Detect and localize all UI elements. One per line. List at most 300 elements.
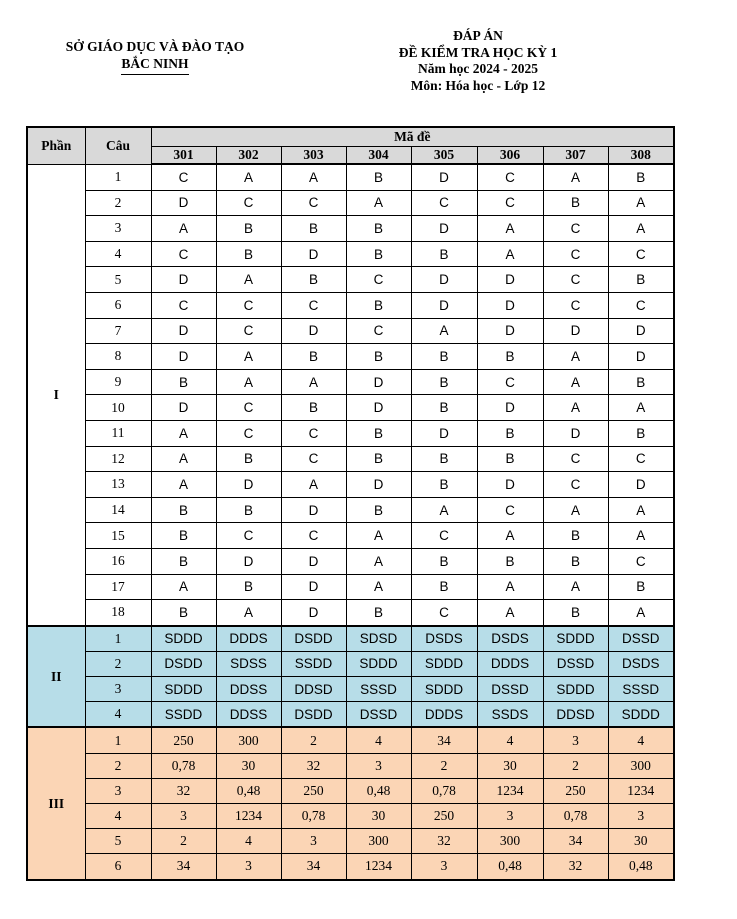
table-row (27, 497, 674, 523)
answer-cell: B (346, 292, 411, 318)
answer-cell: C (216, 395, 281, 421)
answer-cell: 34 (411, 727, 477, 753)
answer-cell: DDSD (543, 702, 608, 728)
answer-table (26, 126, 675, 881)
answer-cell: B (281, 216, 346, 242)
answer-cell: A (151, 216, 216, 242)
answer-cell: B (608, 267, 674, 293)
table-row (27, 446, 674, 472)
answer-cell: SDDD (543, 626, 608, 652)
answer-cell: C (608, 548, 674, 574)
table-row (27, 626, 674, 652)
answer-cell: B (411, 241, 477, 267)
answer-cell: C (411, 523, 477, 549)
table-row (27, 574, 674, 600)
answer-cell: D (477, 318, 543, 344)
answer-cell: 250 (281, 778, 346, 803)
question-number: 13 (85, 472, 151, 498)
answer-cell: SDDD (411, 651, 477, 676)
answer-cell: A (477, 241, 543, 267)
answer-cell: 0,48 (346, 778, 411, 803)
answer-cell: A (346, 574, 411, 600)
answer-cell: DSDS (608, 651, 674, 676)
answer-cell: B (346, 164, 411, 190)
answer-cell: SDDD (346, 651, 411, 676)
table-row (27, 472, 674, 498)
answer-cell: D (281, 600, 346, 626)
exam-code-header: 306 (477, 147, 543, 165)
table-row (27, 164, 674, 190)
answer-cell: 300 (608, 753, 674, 778)
answer-cell: B (543, 190, 608, 216)
answer-cell: 0,78 (281, 804, 346, 829)
answer-cell: 32 (411, 829, 477, 854)
answer-cell: D (411, 267, 477, 293)
answer-cell: D (346, 395, 411, 421)
question-number: 2 (85, 651, 151, 676)
answer-cell: D (608, 472, 674, 498)
answer-cell: A (281, 164, 346, 190)
answer-cell: 4 (346, 727, 411, 753)
answer-cell: D (151, 395, 216, 421)
answer-cell: DDSD (281, 677, 346, 702)
answer-cell: A (411, 318, 477, 344)
answer-cell: 0,78 (151, 753, 216, 778)
answer-cell: B (477, 446, 543, 472)
part-label: II (27, 626, 85, 728)
table-row (27, 753, 674, 778)
answer-cell: D (411, 164, 477, 190)
answer-cell: C (281, 420, 346, 446)
answer-cell: B (608, 420, 674, 446)
question-number: 16 (85, 548, 151, 574)
answer-cell: A (346, 523, 411, 549)
answer-cell: 3 (151, 804, 216, 829)
table-row (27, 548, 674, 574)
answer-cell: D (411, 292, 477, 318)
answer-cell: D (477, 472, 543, 498)
table-row (27, 600, 674, 626)
answer-cell: SDDD (411, 677, 477, 702)
answer-cell: A (543, 164, 608, 190)
answer-cell: 3 (608, 804, 674, 829)
table-row (27, 344, 674, 370)
answer-cell: A (281, 369, 346, 395)
table-row (27, 854, 674, 880)
answer-cell: B (411, 548, 477, 574)
answer-cell: D (346, 472, 411, 498)
answer-cell: B (608, 369, 674, 395)
answer-cell: D (151, 344, 216, 370)
answer-cell: B (543, 600, 608, 626)
answer-cell: D (411, 420, 477, 446)
answer-cell: A (346, 190, 411, 216)
answer-cell: DSSD (477, 677, 543, 702)
answer-cell: DDSS (216, 702, 281, 728)
answer-cell: 32 (281, 753, 346, 778)
answer-cell: DSSD (346, 702, 411, 728)
question-number: 4 (85, 702, 151, 728)
question-number: 3 (85, 216, 151, 242)
question-number: 10 (85, 395, 151, 421)
answer-cell: D (151, 267, 216, 293)
table-row (27, 292, 674, 318)
answer-cell: 300 (477, 829, 543, 854)
exam-code-header: 304 (346, 147, 411, 165)
question-number: 3 (85, 677, 151, 702)
answer-cell: B (151, 497, 216, 523)
answer-cell: B (411, 395, 477, 421)
answer-cell: 1234 (346, 854, 411, 880)
answer-cell: 2 (151, 829, 216, 854)
answer-cell: A (608, 395, 674, 421)
answer-cell: B (281, 267, 346, 293)
answer-cell: C (281, 523, 346, 549)
answer-cell: C (543, 446, 608, 472)
answer-cell: C (216, 420, 281, 446)
answer-cell: D (411, 216, 477, 242)
answer-cell: 0,78 (411, 778, 477, 803)
answer-cell: A (216, 369, 281, 395)
answer-cell: D (281, 548, 346, 574)
answer-cell: C (346, 318, 411, 344)
answer-cell: B (411, 574, 477, 600)
answer-cell: DDDS (411, 702, 477, 728)
answer-cell: 30 (346, 804, 411, 829)
answer-cell: SDSD (346, 626, 411, 652)
question-number: 14 (85, 497, 151, 523)
answer-cell: SDDD (151, 677, 216, 702)
exam-code-header: 303 (281, 147, 346, 165)
answer-cell: B (216, 574, 281, 600)
answer-cell: B (477, 344, 543, 370)
exam-title: ĐỀ KIỂM TRA HỌC KỲ 1 (398, 44, 558, 60)
table-row (27, 778, 674, 803)
answer-cell: 32 (151, 778, 216, 803)
school-year: Năm học 2024 - 2025 (418, 61, 538, 76)
department-name: SỞ GIÁO DỤC VÀ ĐÀO TẠO (65, 39, 245, 54)
answer-cell: SSSD (346, 677, 411, 702)
answer-cell: B (411, 369, 477, 395)
answer-cell: 3 (411, 854, 477, 880)
answer-cell: D (216, 548, 281, 574)
answer-cell: B (608, 574, 674, 600)
answer-cell: D (151, 190, 216, 216)
answer-cell: D (281, 318, 346, 344)
answer-cell: 34 (151, 854, 216, 880)
answer-cell: C (151, 241, 216, 267)
answer-cell: 34 (543, 829, 608, 854)
exam-code-header: 302 (216, 147, 281, 165)
answer-cell: B (411, 446, 477, 472)
answer-cell: 300 (346, 829, 411, 854)
answer-cell: 30 (477, 753, 543, 778)
answer-cell: DDDS (216, 626, 281, 652)
answer-cell: 4 (608, 727, 674, 753)
table-row (27, 677, 674, 702)
question-number: 18 (85, 600, 151, 626)
answer-cell: C (477, 369, 543, 395)
table-row (27, 702, 674, 728)
answer-cell: DSDS (477, 626, 543, 652)
table-row (27, 395, 674, 421)
answer-cell: 250 (151, 727, 216, 753)
answer-cell: B (411, 472, 477, 498)
exam-code-header: 308 (608, 147, 674, 165)
answer-cell: B (216, 241, 281, 267)
answer-cell: B (346, 344, 411, 370)
answer-cell: B (216, 497, 281, 523)
answer-cell: A (608, 190, 674, 216)
answer-cell: 1234 (477, 778, 543, 803)
answer-cell: A (608, 216, 674, 242)
answer-cell: A (543, 395, 608, 421)
answer-cell: B (216, 216, 281, 242)
answer-cell: 1234 (216, 804, 281, 829)
answer-cell: 250 (543, 778, 608, 803)
part-column-header: Phần (27, 127, 85, 164)
answer-cell: C (608, 446, 674, 472)
answer-cell: A (281, 472, 346, 498)
table-row (27, 318, 674, 344)
question-number: 4 (85, 241, 151, 267)
answer-cell: B (477, 548, 543, 574)
answer-cell: DDSS (216, 677, 281, 702)
answer-cell: B (411, 344, 477, 370)
answer-cell: D (281, 497, 346, 523)
answer-cell: A (216, 600, 281, 626)
answer-cell: C (281, 190, 346, 216)
question-number: 5 (85, 267, 151, 293)
answer-cell: C (216, 523, 281, 549)
table-row (27, 216, 674, 242)
answer-cell: 3 (216, 854, 281, 880)
department-header (40, 38, 270, 75)
answer-cell: SDDD (608, 702, 674, 728)
answer-cell: B (151, 600, 216, 626)
answer-cell: B (281, 395, 346, 421)
answer-cell: 2 (543, 753, 608, 778)
table-row (27, 523, 674, 549)
table-row (27, 727, 674, 753)
exam-header (370, 28, 586, 94)
question-number: 1 (85, 164, 151, 190)
answer-cell: A (477, 574, 543, 600)
answer-cell: DSDS (411, 626, 477, 652)
answer-cell: C (216, 292, 281, 318)
answer-cell: A (216, 344, 281, 370)
exam-code-header: 305 (411, 147, 477, 165)
answer-cell: B (477, 420, 543, 446)
question-column-header: Câu (85, 127, 151, 164)
answer-cell: 34 (281, 854, 346, 880)
answer-cell: SSDS (477, 702, 543, 728)
answer-cell: B (346, 600, 411, 626)
answer-cell: A (477, 523, 543, 549)
answer-cell: SSSD (608, 677, 674, 702)
answer-cell: DSDD (281, 702, 346, 728)
answer-cell: B (346, 497, 411, 523)
exam-code-group-header: Mã đề (151, 127, 674, 147)
answer-cell: A (216, 164, 281, 190)
answer-cell: B (543, 523, 608, 549)
answer-cell: B (151, 523, 216, 549)
answer-cell: A (411, 497, 477, 523)
answer-cell: 2 (281, 727, 346, 753)
answer-cell: C (151, 292, 216, 318)
table-row (27, 241, 674, 267)
answer-cell: A (608, 600, 674, 626)
answer-cell: 0,48 (216, 778, 281, 803)
answer-cell: C (543, 241, 608, 267)
question-number: 1 (85, 626, 151, 652)
answer-cell: C (411, 600, 477, 626)
answer-cell: SSDD (281, 651, 346, 676)
answer-cell: C (151, 164, 216, 190)
answer-cell: A (346, 548, 411, 574)
answer-cell: 3 (477, 804, 543, 829)
answer-cell: A (608, 523, 674, 549)
answer-cell: C (608, 292, 674, 318)
answer-cell: B (346, 216, 411, 242)
answer-cell: D (477, 267, 543, 293)
answer-cell: B (216, 446, 281, 472)
answer-cell: SSDD (151, 702, 216, 728)
answer-cell: B (346, 446, 411, 472)
question-number: 2 (85, 753, 151, 778)
answer-cell: 2 (411, 753, 477, 778)
answer-cell: 30 (608, 829, 674, 854)
answer-cell: 3 (346, 753, 411, 778)
answer-key-title: ĐÁP ÁN (453, 28, 503, 43)
answer-cell: B (151, 548, 216, 574)
answer-cell: DSSD (543, 651, 608, 676)
answer-cell: DSDD (151, 651, 216, 676)
answer-cell: D (281, 574, 346, 600)
answer-cell: C (411, 190, 477, 216)
question-number: 4 (85, 804, 151, 829)
answer-cell: A (477, 216, 543, 242)
question-number: 6 (85, 854, 151, 880)
subject: Môn: Hóa học - Lớp 12 (410, 77, 546, 93)
question-number: 1 (85, 727, 151, 753)
answer-cell: A (151, 574, 216, 600)
answer-cell: SDSS (216, 651, 281, 676)
answer-cell: C (543, 267, 608, 293)
answer-cell: DSSD (608, 626, 674, 652)
answer-cell: A (216, 267, 281, 293)
question-number: 8 (85, 344, 151, 370)
question-number: 2 (85, 190, 151, 216)
answer-cell: B (543, 548, 608, 574)
answer-cell: A (151, 446, 216, 472)
table-row (27, 829, 674, 854)
answer-cell: 0,48 (477, 854, 543, 880)
answer-cell: 4 (216, 829, 281, 854)
answer-cell: A (543, 497, 608, 523)
table-row (27, 369, 674, 395)
answer-cell: C (477, 164, 543, 190)
answer-cell: D (608, 344, 674, 370)
answer-cell: 3 (281, 829, 346, 854)
answer-cell: B (281, 344, 346, 370)
answer-cell: D (477, 395, 543, 421)
answer-cell: C (477, 190, 543, 216)
answer-cell: 1234 (608, 778, 674, 803)
part-label: III (27, 727, 85, 879)
answer-cell: A (543, 369, 608, 395)
question-number: 5 (85, 829, 151, 854)
answer-cell: C (281, 446, 346, 472)
answer-cell: DDDS (477, 651, 543, 676)
answer-cell: D (543, 420, 608, 446)
answer-cell: D (281, 241, 346, 267)
answer-cell: B (608, 164, 674, 190)
province-name: BẮC NINH (121, 55, 188, 75)
answer-cell: SDDD (543, 677, 608, 702)
answer-cell: C (216, 190, 281, 216)
answer-cell: D (346, 369, 411, 395)
part-label: I (27, 164, 85, 626)
question-number: 7 (85, 318, 151, 344)
table-row (27, 267, 674, 293)
answer-cell: SDDD (151, 626, 216, 652)
question-number: 15 (85, 523, 151, 549)
answer-cell: 32 (543, 854, 608, 880)
question-number: 9 (85, 369, 151, 395)
answer-cell: D (608, 318, 674, 344)
question-number: 3 (85, 778, 151, 803)
answer-cell: C (543, 472, 608, 498)
answer-cell: 300 (216, 727, 281, 753)
answer-cell: C (346, 267, 411, 293)
table-row (27, 420, 674, 446)
answer-cell: D (477, 292, 543, 318)
answer-cell: C (477, 497, 543, 523)
table-row (27, 651, 674, 676)
answer-cell: 250 (411, 804, 477, 829)
answer-cell: D (216, 472, 281, 498)
answer-cell: A (477, 600, 543, 626)
table-row (27, 190, 674, 216)
answer-cell: B (346, 420, 411, 446)
answer-cell: C (543, 216, 608, 242)
question-number: 6 (85, 292, 151, 318)
answer-cell: D (151, 318, 216, 344)
answer-cell: 0,48 (608, 854, 674, 880)
answer-cell: A (151, 420, 216, 446)
answer-cell: C (543, 292, 608, 318)
exam-code-header: 301 (151, 147, 216, 165)
answer-cell: A (151, 472, 216, 498)
table-row (27, 804, 674, 829)
question-number: 11 (85, 420, 151, 446)
answer-cell: C (281, 292, 346, 318)
answer-cell: 4 (477, 727, 543, 753)
answer-cell: B (346, 241, 411, 267)
answer-cell: D (543, 318, 608, 344)
answer-cell: A (543, 344, 608, 370)
answer-cell: DSDD (281, 626, 346, 652)
answer-cell: C (216, 318, 281, 344)
answer-cell: 3 (543, 727, 608, 753)
answer-cell: 0,78 (543, 804, 608, 829)
answer-cell: C (608, 241, 674, 267)
answer-cell: A (543, 574, 608, 600)
answer-cell: A (608, 497, 674, 523)
exam-code-header: 307 (543, 147, 608, 165)
question-number: 12 (85, 446, 151, 472)
